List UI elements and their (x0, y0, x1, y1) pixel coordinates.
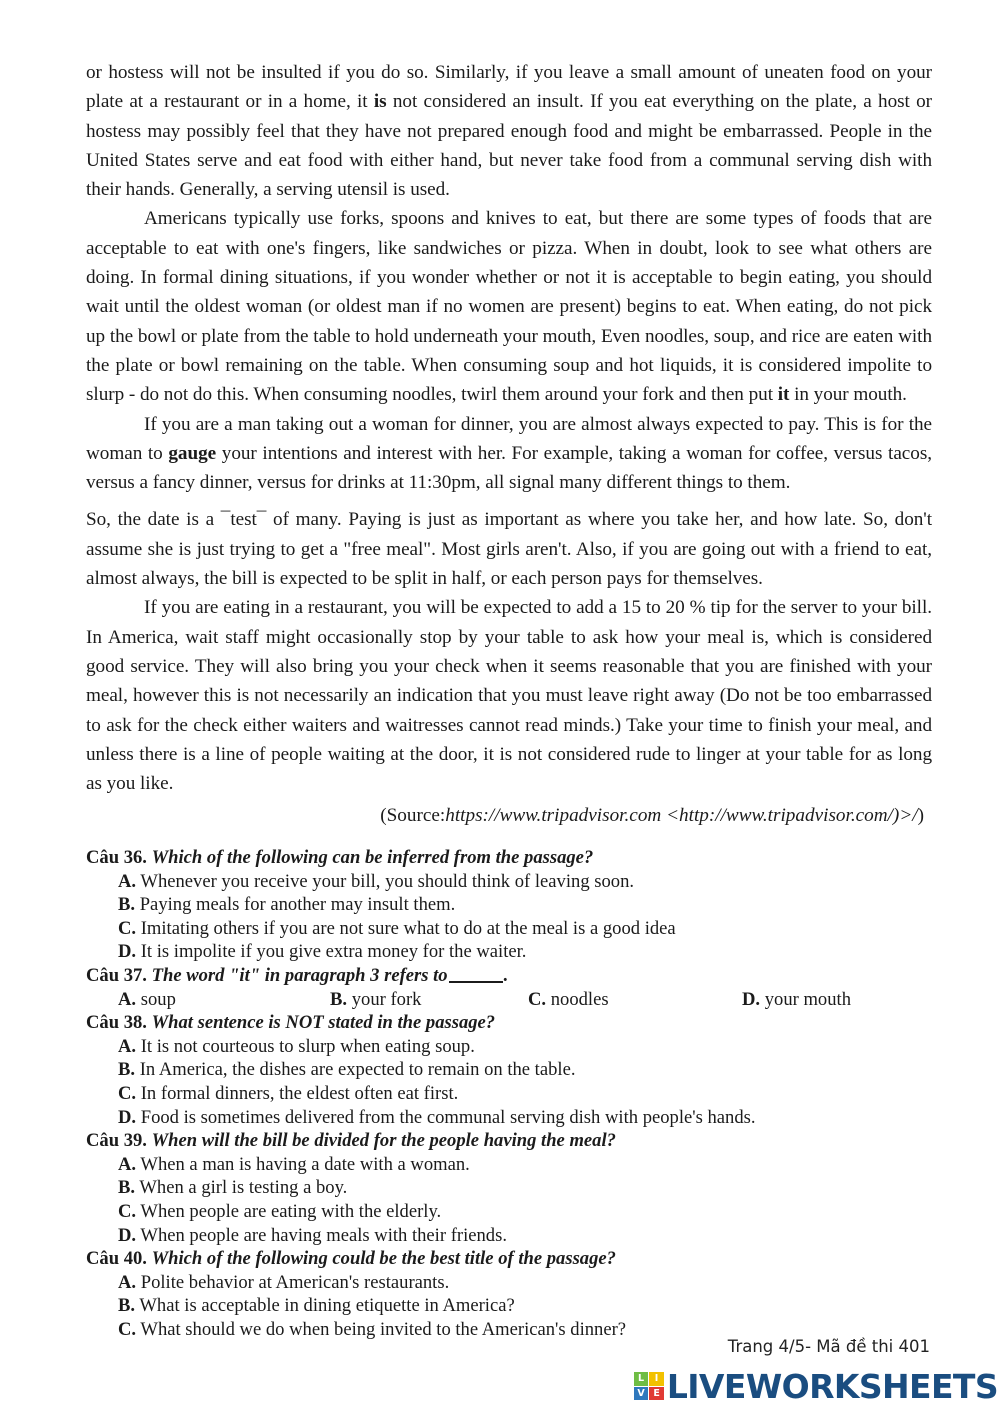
option-text: Imitating others if you are not sure what to do at the meal is a good idea (140, 917, 676, 939)
passage-paragraph: If you are eating in a restaurant, you will be expected to add a 15 to 20 % tip for the server to your bill. In America, wait staff might occasionally stop by your table to ask how your meal is, which is considered good service. They will also bring you your check when it seems reasonable that you are finished with your meal, however this is not necessarily an indication that you must leave right away (Do not be too embarrassed to ask for the check either waiters and waitresses cannot read minds.) Take your time to finish your meal, and unless there is a line of people waiting at the door, it is not considered rude to linger at your table for as long as you like. (86, 597, 932, 795)
badge-letter: E (649, 1387, 664, 1401)
option-letter: B. (118, 1177, 136, 1199)
option-text: noodles (550, 988, 609, 1010)
question-number: Câu 39. (86, 1130, 147, 1152)
question-keyword: NOT (285, 1012, 324, 1034)
answer-option[interactable] (86, 1106, 946, 1130)
option-row (86, 988, 946, 1012)
answer-option[interactable] (86, 940, 946, 964)
option-text: What should we do when being invited to the American's dinner? (140, 1318, 627, 1340)
question-block (86, 964, 946, 1011)
option-text: your mouth (764, 988, 851, 1010)
option-letter: A. (118, 1035, 137, 1057)
option-letter: C. (118, 1082, 137, 1104)
question-block (86, 1129, 946, 1247)
question-block (86, 1011, 946, 1129)
answer-blank (449, 981, 503, 983)
option-text: It is not courteous to slurp when eating soup. (140, 1035, 475, 1057)
answer-option[interactable] (86, 917, 946, 941)
reading-passage (86, 58, 932, 831)
answer-option[interactable] (86, 1058, 946, 1082)
option-text: In formal dinners, the eldest often eat first. (140, 1082, 459, 1104)
passage-source: (Source:https://www.tripadvisor.com <http://www.tripadvisor.com/)>/) (380, 805, 924, 827)
option-text: Food is sometimes delivered from the communal serving dish with people's hands. (140, 1106, 756, 1128)
question-heading (86, 1247, 946, 1271)
option-text: It is impolite if you give extra money for the waiter. (140, 941, 527, 963)
question-number: Câu 36. (86, 847, 147, 868)
questions-section (86, 846, 946, 1341)
passage-paragraph: or hostess will not be insulted if you do so. Similarly, if you leave a small amount of uneaten food on your plate at a restaurant or in a home, it is not considered an insult. If you eat everything on the plate, a host or hostess may possibly feel that they have not prepared enough food and might be embarrassed. People in the United States serve and eat food with either hand, but never take food from a communal serving dish with their hands. Generally, a serving utensil is used. (86, 62, 933, 201)
option-letter: B. (118, 894, 136, 916)
answer-option[interactable] (86, 870, 946, 894)
passage-paragraph: If you are a man taking out a woman for dinner, you are almost always expected to pay. This is for the woman to gauge your intentions and interest with her. For example, taking a woman for coffee, versus tacos, versus a fancy dinner, versus for drinks at 11:30pm, all signal many different things to them. (86, 413, 932, 494)
question-text: When will the bill be divided for the people having the meal? (151, 1130, 616, 1152)
liveworksheets-logo (634, 1366, 998, 1406)
emphasis-word: it (777, 384, 790, 406)
option-letter: A. (118, 870, 137, 892)
answer-option[interactable] (528, 988, 609, 1012)
option-letter: A. (118, 1271, 137, 1293)
badge-letter: L (634, 1372, 649, 1386)
option-letter: D. (742, 988, 761, 1010)
answer-option[interactable] (86, 1035, 946, 1059)
answer-option[interactable] (118, 988, 176, 1012)
question-block (86, 1247, 946, 1341)
question-heading (86, 1011, 946, 1035)
page-number-note: Trang 4/5- Mã đề thi 401 (727, 1337, 930, 1356)
option-letter: B. (118, 1295, 136, 1317)
option-text: When a man is having a date with a woman. (140, 1153, 470, 1175)
question-number: Câu 37. (86, 964, 147, 986)
option-letter: C. (118, 917, 137, 939)
option-letter: B. (330, 988, 348, 1010)
question-text: Which of the following can be inferred from the passage? (151, 847, 594, 868)
answer-option[interactable] (86, 1271, 946, 1295)
question-text: What sentence is NOT stated in the passage? (151, 1012, 496, 1034)
option-letter: D. (118, 1224, 137, 1246)
option-letter: C. (118, 1318, 137, 1340)
liveworksheets-badge-icon (634, 1372, 664, 1400)
question-text: Which of the following could be the best title of the passage? (151, 1248, 616, 1270)
option-text: Whenever you receive your bill, you should think of leaving soon. (140, 870, 635, 892)
question-heading (86, 1129, 946, 1153)
option-text: soup (140, 988, 176, 1010)
option-text: When people are eating with the elderly. (140, 1200, 442, 1222)
badge-letter: V (634, 1387, 649, 1401)
page-footer (0, 1337, 1000, 1413)
option-text: your fork (351, 988, 422, 1010)
question-number: Câu 40. (86, 1248, 147, 1270)
option-letter: C. (528, 988, 547, 1010)
passage-paragraph: Americans typically use forks, spoons and knives to eat, but there are some types of foods that are acceptable to eat with one's fingers, like sandwiches or pizza. When in doubt, look to see what others are doing. In formal dining situations, if you wonder whether or not it is acceptable to begin eating, you should wait until the oldest woman (or oldest man if no women are present) begins to eat. When eating, do not pick up the bowl or plate from the table to hold underneath your mouth, Even noodles, soup, and rice are eaten with the plate or bowl remaining on the table. When consuming soup and hot liquids, it is considered impolite to slurp - do not do this. When consuming noodles, twirl them around your fork and then put it in your mouth. (86, 208, 932, 406)
emphasis-word: is (373, 91, 387, 113)
question-heading (86, 964, 946, 988)
source-url: https://www.tripadvisor.com <http://www.tripadvisor.com/)>/ (445, 805, 918, 827)
option-letter: D. (118, 941, 137, 963)
answer-option[interactable] (86, 1200, 946, 1224)
option-text: What is acceptable in dining etiquette in America? (139, 1295, 515, 1317)
answer-option[interactable] (330, 988, 421, 1012)
option-text: In America, the dishes are expected to remain on the table. (139, 1059, 576, 1081)
answer-option[interactable] (86, 893, 946, 917)
question-keyword: "it" (229, 964, 261, 986)
answer-option[interactable] (86, 1082, 946, 1106)
option-text: Paying meals for another may insult them. (139, 894, 456, 916)
answer-option[interactable] (86, 1294, 946, 1318)
passage-paragraph: So, the date is a ¯test¯ of many. Paying is just as important as where you take her, and how late. So, don't assume she is just trying to get a "free meal". Most girls aren't. Also, if you are going out with a friend to eat, almost always, the bill is expected to be split in half, or each person pays for themselves. (86, 509, 932, 590)
liveworksheets-wordmark: LIVEWORKSHEETS (666, 1366, 998, 1406)
question-block (86, 846, 946, 964)
option-letter: B. (118, 1059, 136, 1081)
answer-option[interactable] (742, 988, 851, 1012)
emphasis-word: gauge (168, 442, 217, 464)
option-letter: A. (118, 1153, 137, 1175)
option-text: When people are having meals with their friends. (140, 1224, 507, 1246)
option-letter: D. (118, 1106, 137, 1128)
answer-option[interactable] (86, 1224, 946, 1248)
answer-option[interactable] (86, 1176, 946, 1200)
option-letter: A. (118, 988, 137, 1010)
badge-letter: I (649, 1372, 664, 1386)
option-text: When a girl is testing a boy. (139, 1177, 348, 1199)
answer-option[interactable] (86, 1153, 946, 1177)
option-text: Polite behavior at American's restaurants. (140, 1271, 450, 1293)
question-heading (86, 846, 946, 870)
option-letter: C. (118, 1200, 137, 1222)
question-text: The word "it" in paragraph 3 refers to . (151, 964, 509, 986)
question-number: Câu 38. (86, 1012, 147, 1034)
